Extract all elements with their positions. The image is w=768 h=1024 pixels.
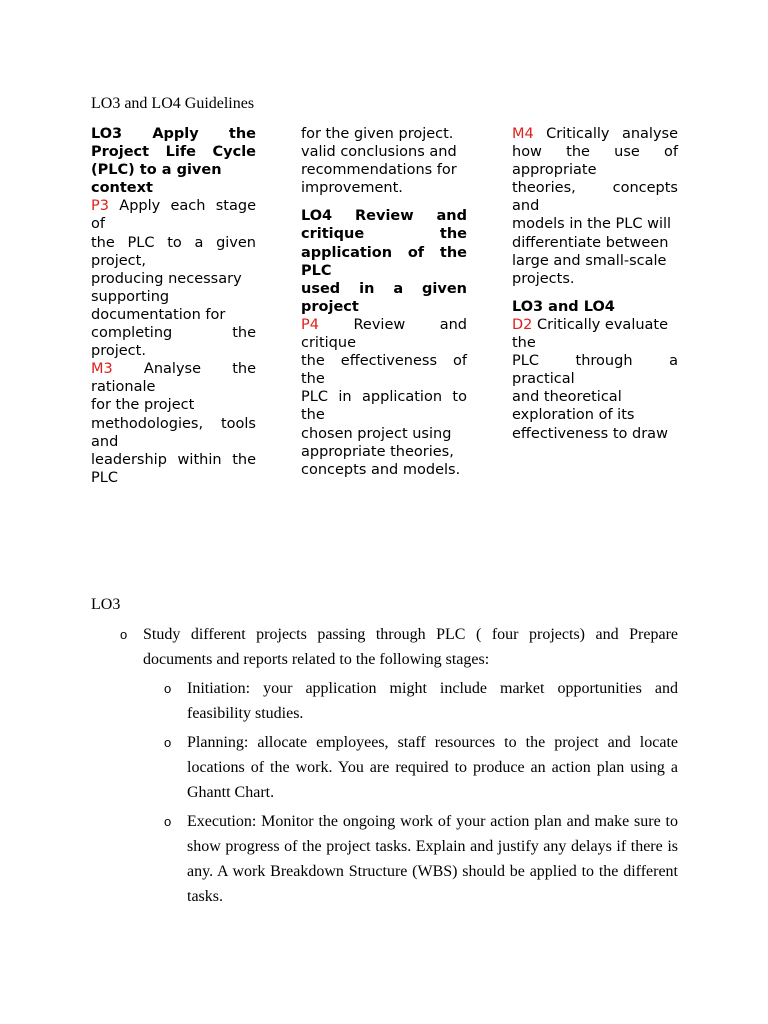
criteria-line — [91, 161, 256, 179]
criteria-text: PLC through a — [512, 353, 678, 370]
criteria-line — [91, 288, 256, 306]
criteria-text: the effectiveness of — [301, 353, 467, 370]
criteria-line — [512, 388, 678, 406]
criteria-line — [301, 425, 467, 443]
criteria-text: project, — [91, 252, 146, 269]
criteria-line — [91, 469, 256, 487]
criteria-text: critique the — [301, 226, 467, 243]
criteria-text: large and small-scale — [512, 252, 667, 269]
criteria-text: exploration of its — [512, 407, 635, 424]
criteria-text: of — [91, 216, 105, 233]
criteria-code: P4 — [301, 316, 319, 333]
criteria-code: M3 — [91, 361, 113, 378]
criteria-text: effectiveness to draw — [512, 425, 668, 442]
criteria-text: theories, concepts — [512, 180, 678, 197]
criteria-line — [91, 451, 256, 469]
criteria-line — [301, 244, 467, 262]
stage-text: Planning: allocate employees, staff resources to the project and locate locations of the work. You are required to produce an action plan using a Ghantt Chart. — [187, 734, 678, 801]
criteria-code: D2 — [512, 316, 533, 333]
criteria-line — [91, 215, 256, 233]
criteria-text: practical — [512, 371, 575, 388]
criteria-text: valid conclusions and — [301, 144, 457, 161]
criteria-line — [301, 298, 467, 316]
criteria-line — [301, 125, 467, 143]
criteria-line — [512, 161, 678, 179]
criteria-line — [301, 316, 467, 334]
criteria-text: appropriate theories, — [301, 443, 454, 460]
criteria-line — [301, 461, 467, 479]
criteria-text: Critically evaluate — [532, 316, 669, 333]
paragraph-gap — [512, 288, 678, 298]
criteria-line — [301, 262, 467, 280]
criteria-text: for the project — [91, 397, 195, 414]
criteria-line — [301, 207, 467, 225]
criteria-line — [301, 179, 467, 197]
criteria-text: PLC — [301, 262, 332, 279]
criteria-text: supporting — [91, 288, 170, 305]
criteria-text: concepts and models. — [301, 461, 461, 478]
main-bullet-text: Study different projects passing through PLC ( four projects) and Prepare documents and reports related to the following stages: — [143, 626, 678, 668]
bullet-marker: o — [164, 735, 172, 750]
criteria-code: P3 — [91, 198, 109, 215]
criteria-line — [301, 225, 467, 243]
criteria-line — [91, 306, 256, 324]
stage-item-execution — [164, 809, 678, 909]
bullet-marker: o — [164, 681, 172, 696]
criteria-line — [512, 370, 678, 388]
criteria-text: the PLC to a given — [91, 234, 256, 251]
criteria-text: application of the — [301, 244, 467, 261]
criteria-text: project. — [91, 343, 146, 360]
criteria-line — [512, 298, 678, 316]
criteria-line — [512, 179, 678, 197]
criteria-text: Project Life Cycle — [91, 144, 256, 161]
criteria-code: M4 — [512, 126, 534, 142]
criteria-line — [512, 352, 678, 370]
bullet-marker: o — [120, 627, 128, 642]
criteria-line — [512, 197, 678, 215]
criteria-column-2 — [301, 125, 467, 479]
criteria-text: critique — [301, 335, 356, 352]
criteria-line — [301, 334, 467, 352]
criteria-line — [512, 234, 678, 252]
stage-item-initiation — [164, 676, 678, 726]
criteria-line — [91, 179, 256, 197]
criteria-text: the — [512, 335, 536, 352]
criteria-text: (PLC) to a given — [91, 162, 222, 179]
criteria-line — [91, 252, 256, 270]
criteria-line — [91, 324, 256, 342]
criteria-text: how the use of — [512, 144, 678, 161]
criteria-text: and — [512, 198, 540, 215]
criteria-line — [512, 125, 678, 143]
criteria-line — [91, 342, 256, 360]
lo3-section-heading: LO3 — [91, 596, 121, 613]
criteria-text: Apply each stage — [108, 198, 256, 215]
criteria-line — [91, 143, 256, 161]
criteria-line — [91, 433, 256, 451]
criteria-line — [91, 360, 256, 378]
criteria-line — [512, 215, 678, 233]
criteria-text: chosen project using — [301, 425, 452, 442]
criteria-line — [301, 161, 467, 179]
paragraph-gap — [301, 197, 467, 207]
criteria-column-1 — [91, 125, 256, 487]
criteria-text: leadership within the — [91, 451, 256, 468]
criteria-text: project — [301, 298, 359, 315]
criteria-line — [91, 234, 256, 252]
criteria-text: context — [91, 180, 153, 197]
criteria-text: the — [301, 371, 325, 388]
criteria-line — [512, 270, 678, 288]
criteria-text: PLC in application to — [301, 389, 467, 406]
criteria-text: improvement. — [301, 180, 403, 197]
criteria-text: Critically analyse — [533, 126, 678, 142]
criteria-line — [91, 378, 256, 396]
stage-text: Execution: Monitor the ongoing work of your action plan and make sure to show progress of the project tasks. Explain and justify any delays if there is any. A work Breakdown Structure (WBS) should be applied to the different tasks. — [187, 813, 678, 905]
criteria-text: rationale — [91, 379, 156, 396]
criteria-line — [91, 197, 256, 215]
criteria-text: Review and — [318, 316, 467, 333]
criteria-text: appropriate — [512, 162, 597, 179]
criteria-line — [512, 406, 678, 424]
criteria-line — [512, 252, 678, 270]
criteria-text: used in a given — [301, 280, 467, 297]
criteria-line — [512, 425, 678, 443]
criteria-text: LO3 and LO4 — [512, 298, 615, 315]
criteria-line — [512, 143, 678, 161]
criteria-text: differentiate between — [512, 234, 669, 251]
stage-text: Initiation: your application might include market opportunities and feasibility studies. — [187, 680, 678, 722]
criteria-line — [301, 280, 467, 298]
criteria-text: projects. — [512, 270, 575, 287]
bullet-marker: o — [164, 814, 172, 829]
criteria-line — [91, 270, 256, 288]
page-title: LO3 and LO4 Guidelines — [91, 95, 255, 112]
criteria-text: documentation for — [91, 306, 226, 323]
stage-list — [164, 676, 678, 909]
criteria-text: LO3 Apply the — [91, 126, 256, 142]
criteria-line — [301, 388, 467, 406]
criteria-text: methodologies, tools — [91, 415, 256, 432]
criteria-text: for the given project. — [301, 126, 454, 142]
main-bullet — [120, 622, 678, 672]
criteria-line — [512, 316, 678, 334]
criteria-column-3 — [512, 125, 678, 443]
criteria-line — [91, 125, 256, 143]
criteria-text: and — [91, 433, 119, 450]
criteria-text: Analyse the — [112, 361, 256, 378]
criteria-line — [301, 143, 467, 161]
lo3-task-list — [120, 622, 678, 913]
criteria-line — [301, 406, 467, 424]
criteria-text: completing the — [91, 325, 256, 342]
criteria-line — [301, 443, 467, 461]
criteria-text: LO4 Review and — [301, 208, 467, 225]
criteria-text: recommendations for — [301, 162, 457, 179]
criteria-line — [301, 352, 467, 370]
criteria-text: PLC — [91, 469, 118, 486]
criteria-text: producing necessary — [91, 270, 242, 287]
criteria-line — [301, 370, 467, 388]
criteria-line — [91, 396, 256, 414]
criteria-text: and theoretical — [512, 389, 622, 406]
criteria-line — [512, 334, 678, 352]
stage-item-planning — [164, 730, 678, 805]
criteria-text: the — [301, 407, 325, 424]
criteria-line — [91, 415, 256, 433]
criteria-text: models in the PLC will — [512, 216, 672, 233]
